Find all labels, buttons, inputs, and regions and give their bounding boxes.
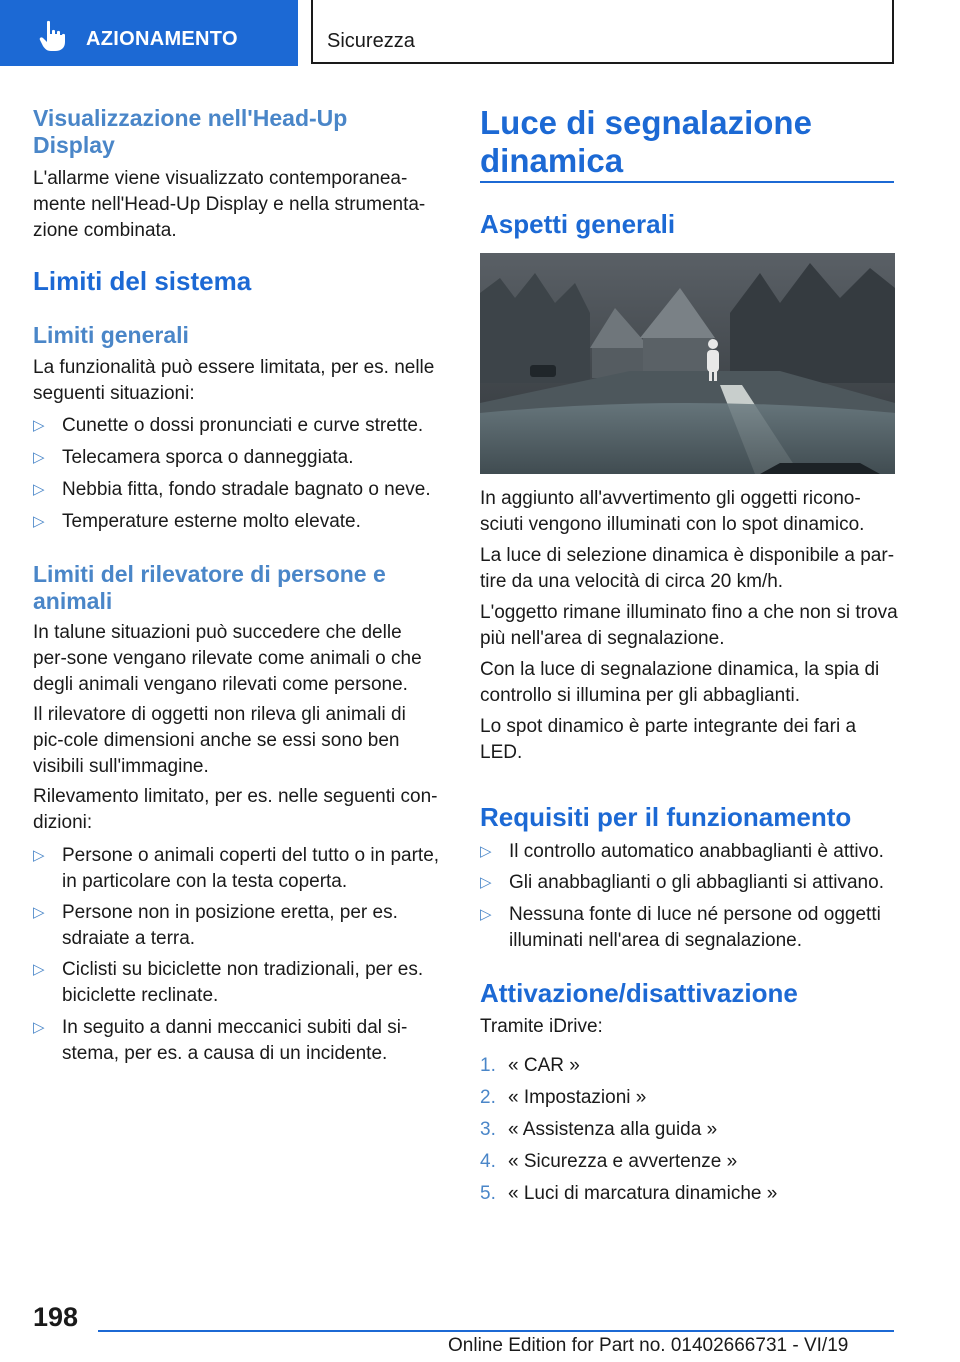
limits-heading: Limiti del sistema: [33, 266, 252, 296]
activation-intro: Tramite iDrive:: [480, 1016, 603, 1037]
bullet-triangle-icon: ▷: [480, 906, 492, 923]
dynamic-light-illustration: [480, 253, 895, 474]
overview-heading: Aspetti generali: [480, 209, 676, 239]
bullet-triangle-icon: ▷: [33, 961, 45, 978]
activation-heading: Attivazione/disattivazione: [480, 978, 798, 1008]
bullet-triangle-icon: ▷: [33, 481, 45, 498]
bullet-triangle-icon: ▷: [33, 449, 45, 466]
requirements-heading: Requisiti per il funzionamento: [480, 802, 852, 832]
main-heading: Luce di segnalazione dinamica: [480, 104, 812, 179]
bullet-triangle-icon: ▷: [33, 513, 45, 530]
general-limits-heading: Limiti generali: [33, 322, 189, 348]
general-limits-text: La funzionalità può essere limitata, per es. nelle seguenti situazioni:: [33, 357, 435, 404]
hand-pointer-icon: [38, 20, 68, 52]
footer-divider: [98, 1330, 894, 1332]
hud-heading: Visualizzazione nell'Head-Up Display: [33, 105, 348, 158]
detector-text-2: Il rilevatore di oggetti non rileva gli animali di pic-cole dimensioni anche se essi sono ben visibili sull'immagine.: [33, 704, 406, 777]
overview-paragraph: La luce di selezione dinamica è disponibile a par-tire da una velocità di circa 20 km/h.: [480, 545, 895, 592]
detector-text-3: Rilevamento limitato, per es. nelle seguenti con-dizioni:: [33, 786, 438, 833]
bullet-triangle-icon: ▷: [33, 904, 45, 921]
detector-limits-heading: Limiti del rilevatore di persone e animali: [33, 561, 386, 614]
overview-paragraph: In aggiunto all'avvertimento gli oggetti ricono-sciuti vengono illuminati con lo spot dinamico.: [480, 488, 865, 535]
detector-text-1: In talune situazioni può succedere che delle per-sone vengano rilevate come animali o che degli animali vengano rilevati come persone.: [33, 622, 422, 695]
bullet-triangle-icon: ▷: [33, 417, 45, 434]
bullet-triangle-icon: ▷: [480, 874, 492, 891]
overview-paragraph: L'oggetto rimane illuminato fino a che non si trova più nell'area di segnalazione.: [480, 602, 898, 649]
section-tab[interactable]: [0, 0, 298, 66]
chapter-title: Sicurezza: [327, 30, 415, 52]
heading-divider: [480, 181, 894, 183]
overview-paragraph: Con la luce di segnalazione dinamica, la spia di controllo si illumina per gli abbaglianti.: [480, 659, 880, 706]
bullet-triangle-icon: ▷: [480, 843, 492, 860]
page-number: 198: [33, 1302, 79, 1332]
edition-note: Online Edition for Part no. 01402666731 - VI/19: [448, 1335, 849, 1356]
bullet-triangle-icon: ▷: [33, 1019, 45, 1036]
hud-text: L'allarme viene visualizzato contemporanea-mente nell'Head-Up Display e nella strumenta-zione combinata.: [33, 168, 426, 241]
bullet-triangle-icon: ▷: [33, 847, 45, 864]
chapter-header: [311, 0, 894, 64]
overview-paragraph: Lo spot dinamico è parte integrante dei fari a LED.: [480, 716, 857, 763]
section-tab-label: AZIONAMENTO: [86, 28, 238, 50]
